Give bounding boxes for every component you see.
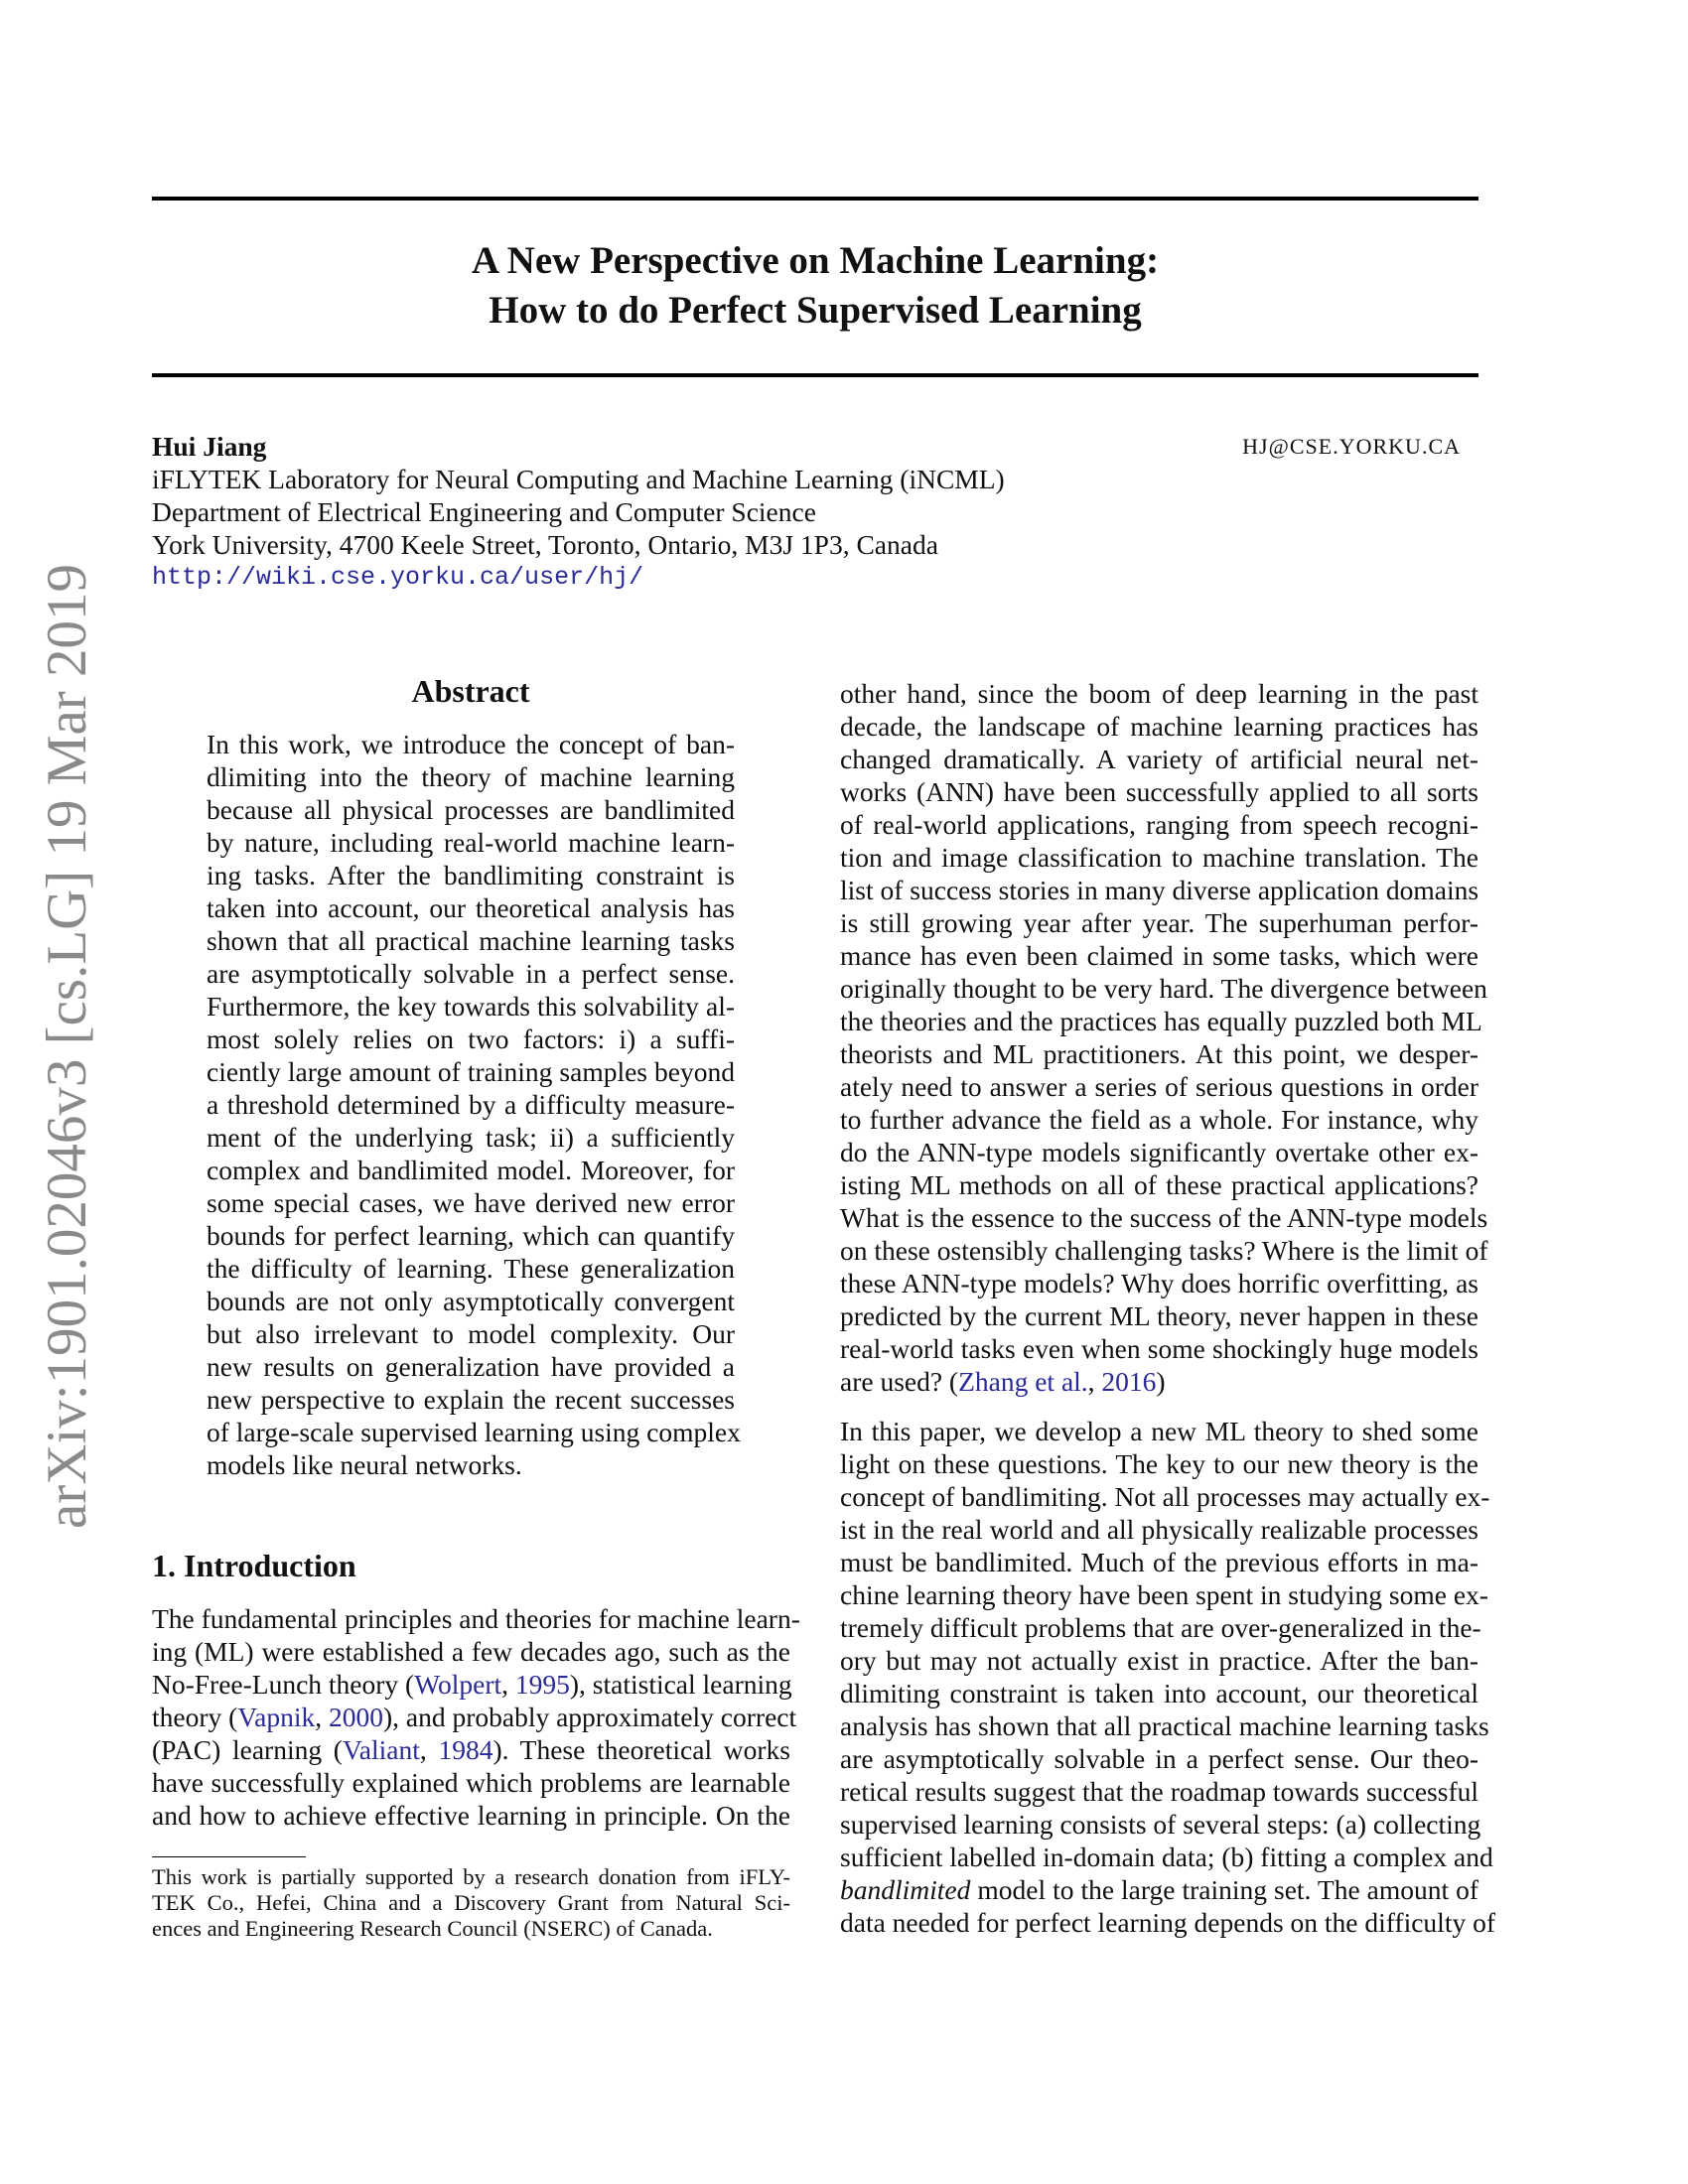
text-line: bounds for perfect learning, which can quantify — [207, 1220, 735, 1251]
title-bottom-rule — [152, 373, 1478, 377]
text-line: changed dramatically. A variety of artificial neural net- — [840, 744, 1478, 774]
text-line: these ANN-type models? Why does horrific overfitting, as — [840, 1268, 1478, 1298]
text-line: on these ostensibly challenging tasks? Where is the limit of — [840, 1235, 1488, 1266]
footnote-rule — [152, 1856, 306, 1857]
abstract-heading: Abstract — [411, 673, 530, 709]
text-line: The fundamental principles and theories for machine learn- — [152, 1603, 800, 1634]
footnote-line: ences and Engineering Research Council (NSERC) of Canada. — [152, 1916, 713, 1941]
text-segment: ), and probably approximately correct — [382, 1702, 797, 1732]
text-line: supervised learning consists of several steps: (a) collecting — [840, 1809, 1481, 1840]
text-line: models like neural networks. — [207, 1449, 522, 1480]
title-top-rule — [152, 197, 1478, 201]
text-line: data needed for perfect learning depends on the difficulty of — [840, 1907, 1495, 1938]
text-segment: ) — [1156, 1366, 1166, 1397]
citation-link[interactable]: Valiant — [342, 1734, 420, 1765]
paragraph — [840, 677, 1488, 1398]
text-line: ment of the underlying task; ii) a sufficiently — [207, 1122, 735, 1153]
text-segment: , — [501, 1669, 515, 1700]
title-line-1: A New Perspective on Machine Learning: — [471, 239, 1160, 282]
text-line: real-world tasks even when some shockingly huge models — [840, 1333, 1478, 1364]
text-segment: theory ( — [152, 1702, 238, 1732]
text-line: the theories and the practices has equally puzzled both ML — [840, 1006, 1482, 1036]
text-line: ing tasks. After the bandlimiting constraint is — [207, 860, 735, 890]
text-segment: ). These theoretical works — [492, 1734, 790, 1765]
text-segment: ), statistical learning — [569, 1669, 792, 1700]
text-line: of real-world applications, ranging from speech recogni- — [840, 809, 1478, 840]
text-line: retical results suggest that the roadmap towards successful — [840, 1776, 1478, 1807]
text-line: bounds are not only asymptotically convergent — [207, 1286, 735, 1316]
title-line-2: How to do Perfect Supervised Learning — [489, 289, 1142, 332]
text-line: must be bandlimited. Much of the previous efforts in ma- — [840, 1547, 1478, 1577]
text-line — [840, 1365, 1478, 1398]
citation-link[interactable]: Zhang et al. — [958, 1366, 1088, 1397]
citation-link[interactable]: 2000 — [328, 1702, 383, 1732]
text-line: new results on generalization have provided a — [207, 1351, 735, 1382]
author-block — [152, 430, 1005, 594]
text-segment: , — [315, 1702, 329, 1732]
introduction-heading: 1. Introduction — [152, 1548, 356, 1583]
text-line: complex and bandlimited model. Moreover, for — [207, 1155, 735, 1185]
text-line: ory but may not actually exist in practice. After the ban- — [840, 1645, 1478, 1676]
citation-link[interactable]: 1995 — [514, 1669, 570, 1700]
citation-link[interactable]: Vapnik — [237, 1702, 316, 1732]
paragraph — [207, 728, 741, 1481]
text-line: other hand, since the boom of deep learning in the past — [840, 678, 1478, 709]
affiliation-line: iFLYTEK Laboratory for Neural Computing and Machine Learning (iNCML) — [152, 464, 1005, 494]
text-line: taken into account, our theoretical analysis has — [207, 892, 735, 923]
text-line: sufficient labelled in-domain data; (b) fitting a complex and — [840, 1842, 1493, 1872]
text-line: shown that all practical machine learning tasks — [207, 925, 735, 956]
footnote — [152, 1864, 790, 1942]
text-line: concept of bandlimiting. Not all processes may actually ex- — [840, 1481, 1490, 1512]
footnote-line: This work is partially supported by a research donation from iFLY- — [152, 1864, 790, 1889]
paragraph — [840, 1415, 1495, 1939]
text-line: new perspective to explain the recent successes — [207, 1384, 735, 1415]
citation-link[interactable]: 2016 — [1101, 1366, 1157, 1397]
text-line: some special cases, we have derived new error — [207, 1187, 735, 1218]
affiliation-line: York University, 4700 Keele Street, Toronto, Ontario, M3J 1P3, Canada — [152, 529, 938, 560]
text-line: works (ANN) have been successfully applied to all sorts — [840, 776, 1478, 807]
text-line: light on these questions. The key to our new theory is the — [840, 1448, 1478, 1479]
text-segment: , — [1087, 1366, 1102, 1397]
text-line: ately need to answer a series of serious questions in order — [840, 1071, 1478, 1102]
text-line — [152, 1668, 790, 1701]
text-line — [840, 1873, 1478, 1906]
text-line: do the ANN-type models significantly overtake other ex- — [840, 1137, 1478, 1167]
text-line: dlimiting constraint is taken into account, our theoretical — [840, 1678, 1478, 1708]
text-line: Furthermore, the key towards this solvability al- — [207, 991, 735, 1022]
text-line: list of success stories in many diverse application domains — [840, 875, 1479, 905]
affiliation-line: Department of Electrical Engineering and Computer Science — [152, 496, 816, 527]
text-line: most solely relies on two factors: i) a suffi- — [207, 1024, 735, 1054]
text-line: tion and image classification to machine translation. The — [840, 842, 1478, 873]
text-line: theorists and ML practitioners. At this point, we desper- — [840, 1038, 1478, 1069]
text-line: are asymptotically solvable in a perfect sense. Our theo- — [840, 1743, 1478, 1774]
right-column-body — [840, 677, 1495, 1939]
abstract-body — [207, 728, 741, 1481]
text-segment: are used? ( — [840, 1366, 959, 1397]
arxiv-identifier-stamp: arXiv:1901.02046v3 [cs.LG] 19 Mar 2019 — [36, 563, 98, 1529]
emphasized-text: bandlimited — [840, 1874, 971, 1905]
citation-link[interactable]: 1984 — [438, 1734, 493, 1765]
text-line: ing (ML) were established a few decades ago, such as the — [152, 1636, 790, 1667]
text-line — [152, 1733, 790, 1766]
text-line: ist in the real world and all physically realizable processes — [840, 1514, 1478, 1545]
author-email[interactable]: HJ@CSE.YORKU.CA — [1242, 434, 1461, 459]
text-line: is still growing year after year. The superhuman perfor- — [840, 907, 1478, 938]
text-line: predicted by the current ML theory, never happen in these — [840, 1300, 1478, 1331]
text-line: by nature, including real-world machine learn- — [207, 827, 735, 858]
text-line: but also irrelevant to model complexity. Our — [207, 1318, 735, 1349]
text-line: the difficulty of learning. These generalization — [207, 1253, 735, 1284]
paper-title — [152, 236, 1478, 336]
text-line: to further advance the field as a whole. For instance, why — [840, 1104, 1478, 1135]
text-line: isting ML methods on all of these practical applications? — [840, 1169, 1478, 1200]
text-segment: model to the large training set. The amount of — [970, 1874, 1478, 1905]
citation-link[interactable]: Wolpert — [414, 1669, 502, 1700]
text-line: a threshold determined by a difficulty measure- — [207, 1089, 735, 1120]
text-line: In this paper, we develop a new ML theory to shed some — [840, 1416, 1478, 1446]
author-name: Hui Jiang — [152, 431, 267, 462]
text-line: because all physical processes are bandlimited — [207, 794, 735, 825]
text-line: dlimiting into the theory of machine learning — [207, 761, 735, 792]
text-line: In this work, we introduce the concept of ban- — [207, 729, 735, 759]
text-line: mance has even been claimed in some tasks, which were — [840, 940, 1478, 971]
text-segment: No-Free-Lunch theory ( — [152, 1669, 415, 1700]
text-line: chine learning theory have been spent in studying some ex- — [840, 1579, 1488, 1610]
text-line — [152, 1701, 797, 1733]
introduction-body — [152, 1602, 800, 1832]
text-line: decade, the landscape of machine learning practices has — [840, 711, 1478, 742]
footnote-line: TEK Co., Hefei, China and a Discovery Grant from Natural Sci- — [152, 1890, 790, 1915]
text-segment: , — [419, 1734, 439, 1765]
author-homepage-link[interactable]: http://wiki.cse.yorku.ca/user/hj/ — [152, 563, 644, 592]
text-line: ciently large amount of training samples beyond — [207, 1056, 735, 1087]
text-line: originally thought to be very hard. The divergence between — [840, 973, 1487, 1004]
text-line: have successfully explained which problems are learnable — [152, 1767, 790, 1798]
text-line: What is the essence to the success of the ANN-type models — [840, 1202, 1488, 1233]
text-line: tremely difficult problems that are over-generalized in the- — [840, 1612, 1481, 1643]
text-line: analysis has shown that all practical machine learning tasks — [840, 1710, 1489, 1741]
text-line: of large-scale supervised learning using complex — [207, 1417, 741, 1447]
paragraph — [152, 1602, 800, 1832]
text-segment: (PAC) learning ( — [152, 1734, 343, 1765]
text-line: are asymptotically solvable in a perfect sense. — [207, 958, 735, 989]
text-line: and how to achieve effective learning in principle. On the — [152, 1800, 790, 1831]
